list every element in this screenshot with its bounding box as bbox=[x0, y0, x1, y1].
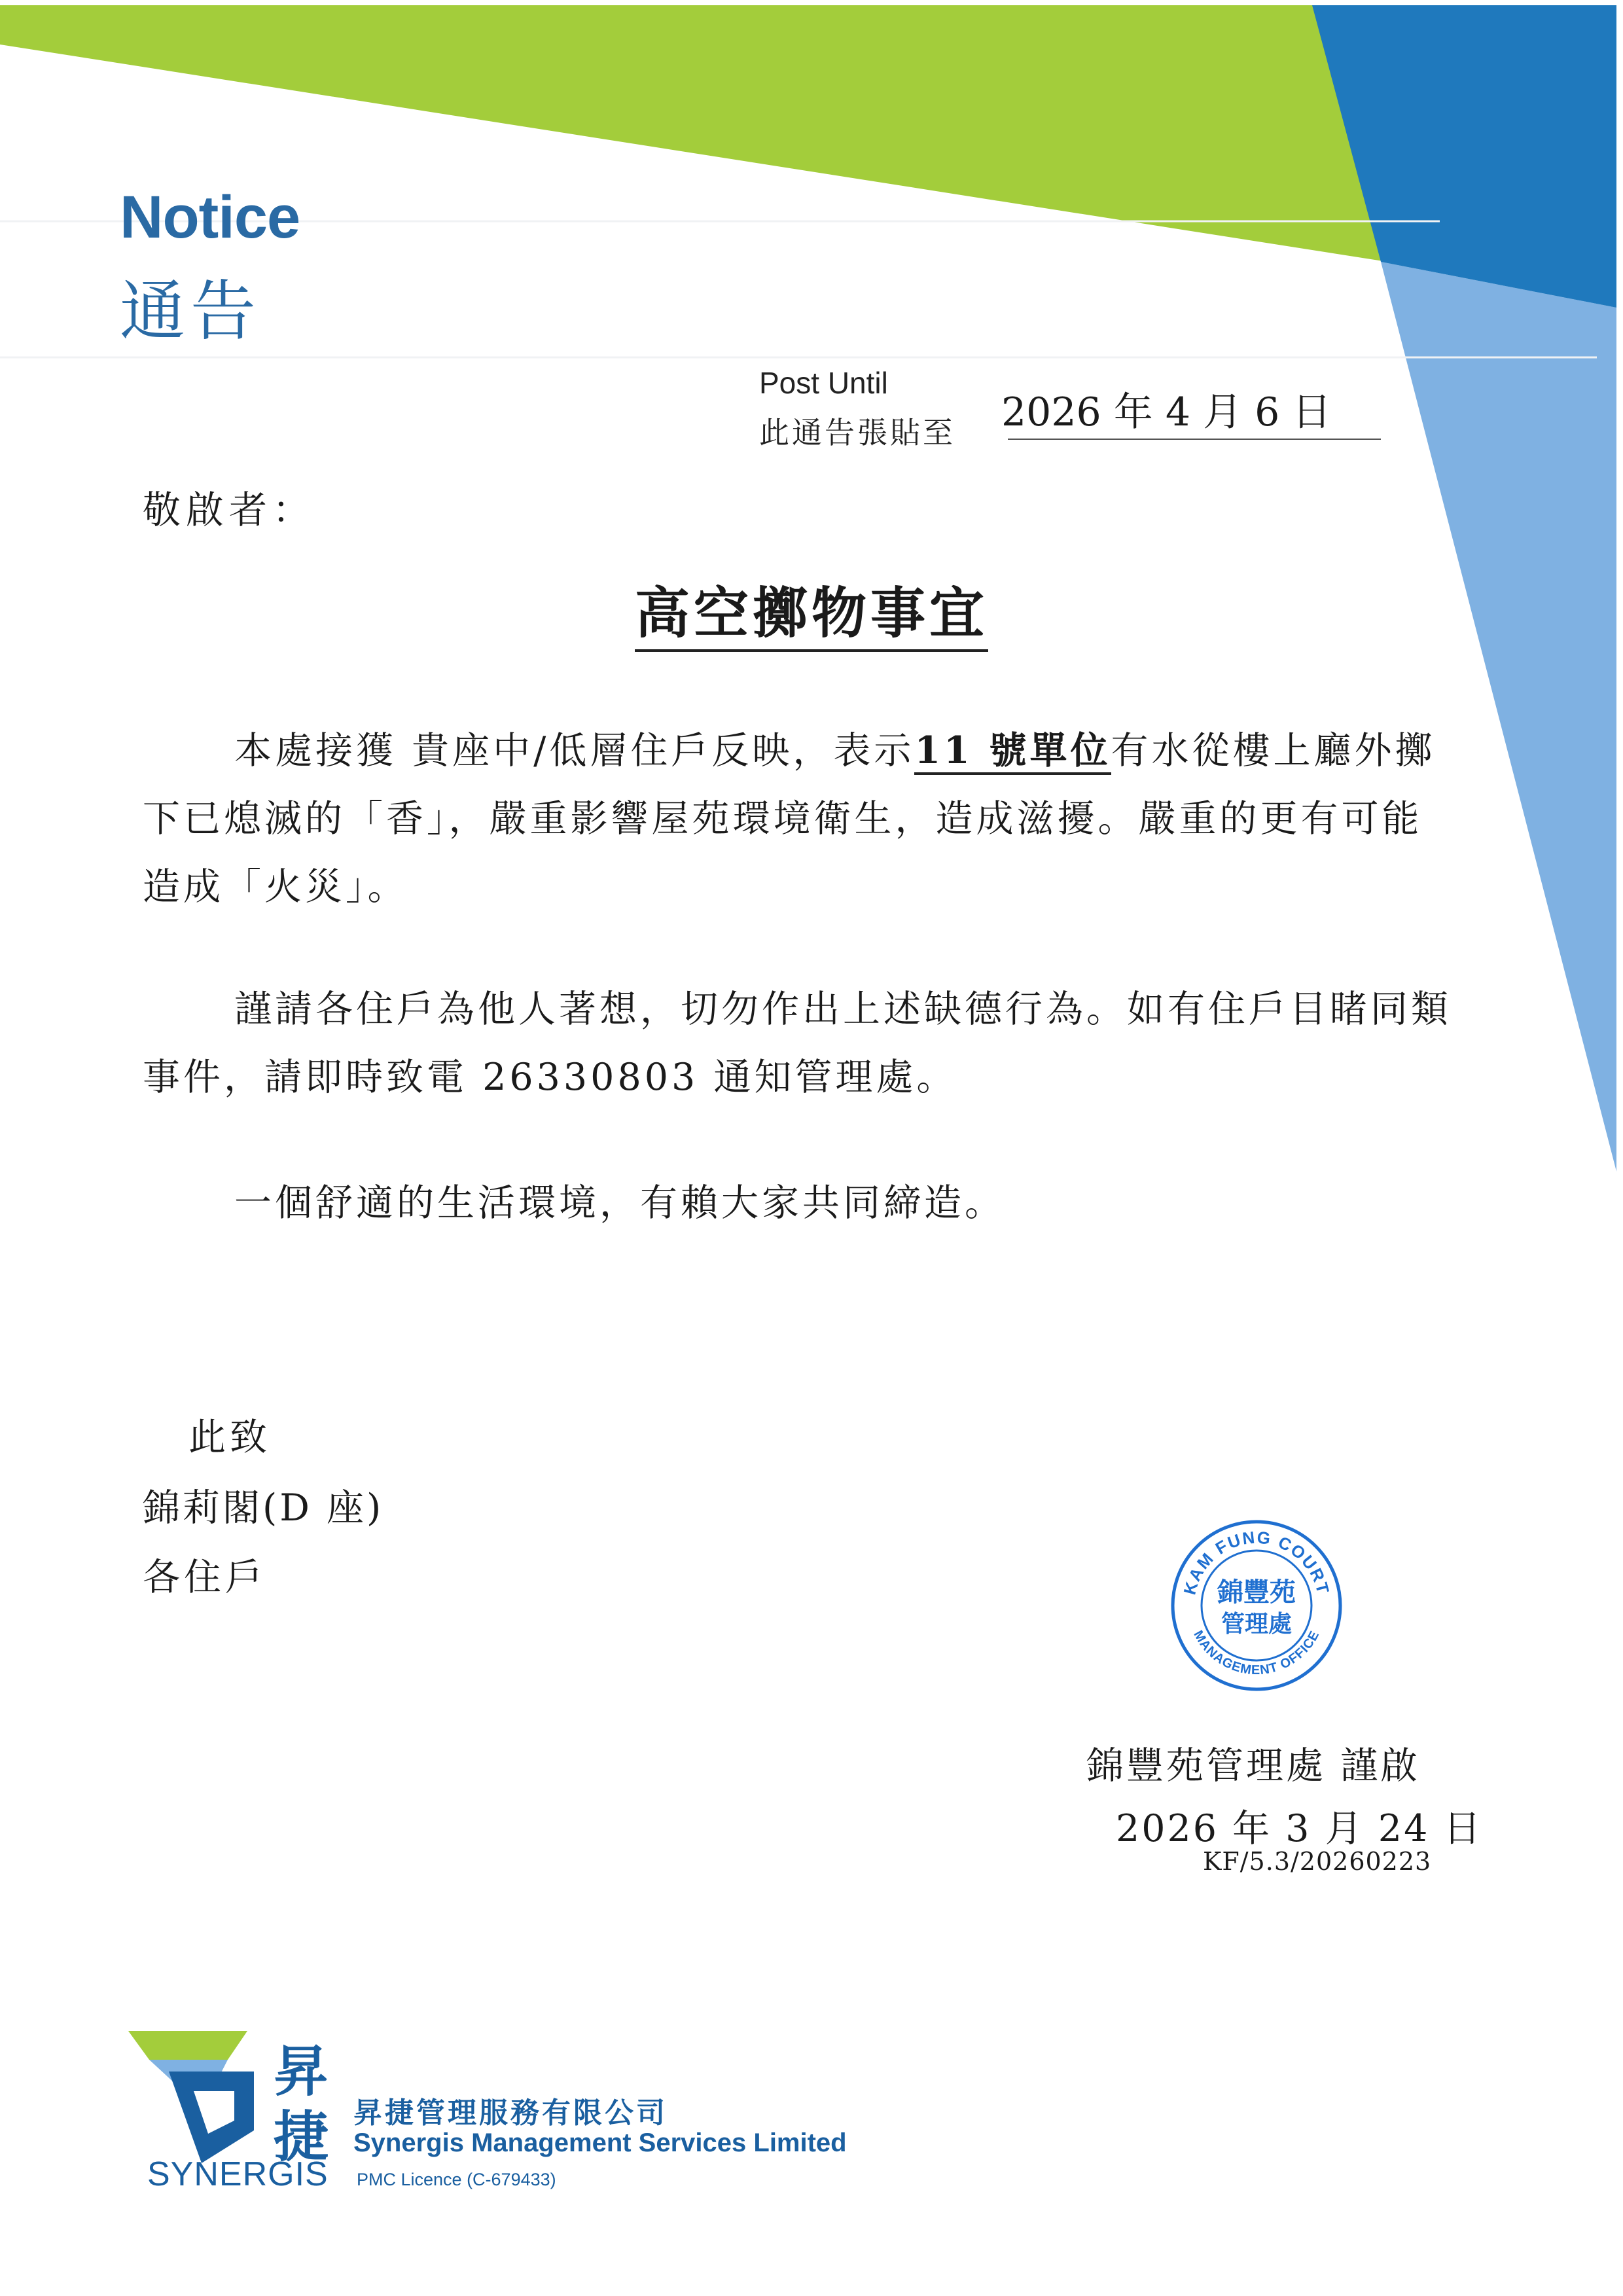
logo-char-1: 昇 bbox=[274, 2041, 329, 2102]
addressee-block: 錦莉閣(D 座) bbox=[143, 1486, 384, 1530]
p1-text-a: 本處接獲 貴座中/低層住戶反映，表示 bbox=[234, 729, 915, 772]
signature-sender: 錦豐苑管理處 謹啟 bbox=[1086, 1744, 1421, 1787]
management-office-seal bbox=[1168, 1517, 1345, 1694]
notice-subject bbox=[0, 569, 1623, 649]
seal-text-zh-2: 管理處 bbox=[1221, 1610, 1293, 1638]
addressee-residents: 各住戶 bbox=[143, 1556, 266, 1599]
closing-line: 此致 bbox=[188, 1416, 271, 1459]
company-name-en: Synergis Management Services Limited bbox=[353, 2128, 847, 2157]
body-paragraph-1 bbox=[143, 717, 1452, 921]
post-until-label-en: Post Until bbox=[759, 366, 888, 400]
logo-char-2: 捷 bbox=[274, 2106, 329, 2168]
seal-text-top: KAM FUNG COURT bbox=[1179, 1527, 1334, 1597]
notice-subject-text: 高空擲物事宜 bbox=[635, 581, 988, 652]
company-name-zh: 昇捷管理服務有限公司 bbox=[353, 2097, 668, 2129]
seal-text-bottom: MANAGEMENT OFFICE bbox=[1190, 1628, 1323, 1678]
unit-number: 11 號單位 bbox=[914, 728, 1111, 775]
p1-text-b: 有水從樓上廳外擲下已熄滅的「香」，嚴重影響屋苑環境衛生，造成滋擾。嚴重的更有可能造成「火災」。 bbox=[143, 729, 1436, 908]
post-until-underline bbox=[1008, 439, 1381, 440]
body-paragraph-2 bbox=[143, 975, 1452, 1111]
dark-blue-stripe bbox=[1312, 5, 1616, 308]
p3-text: 一個舒適的生活環境，有賴大家共同締造。 bbox=[234, 1181, 1005, 1225]
salutation: 敬啟者： bbox=[143, 488, 316, 532]
notice-title-en: Notice bbox=[120, 184, 300, 251]
p2-text: 謹請各住戶為他人著想，切勿作出上述缺德行為。如有住戶目睹同類事件，請即時致電 26330803 通知管理處。 bbox=[143, 988, 1452, 1099]
logo-wordmark: SYNERGIS bbox=[147, 2155, 329, 2193]
notice-title-zh: 通告 bbox=[120, 275, 261, 348]
post-until-date: 2026 年 4 月 6 日 bbox=[1001, 389, 1332, 435]
body-paragraph-3 bbox=[143, 1169, 1452, 1237]
licence-number: PMC Licence (C-679433) bbox=[357, 2170, 556, 2189]
signature-date: 2026 年 3 月 24 日 bbox=[1116, 1807, 1483, 1850]
reference-number: KF/5.3/20260223 bbox=[1203, 1847, 1432, 1876]
post-until-label-zh: 此通告張貼至 bbox=[759, 416, 955, 450]
seal-text-zh-1: 錦豐苑 bbox=[1217, 1577, 1296, 1607]
